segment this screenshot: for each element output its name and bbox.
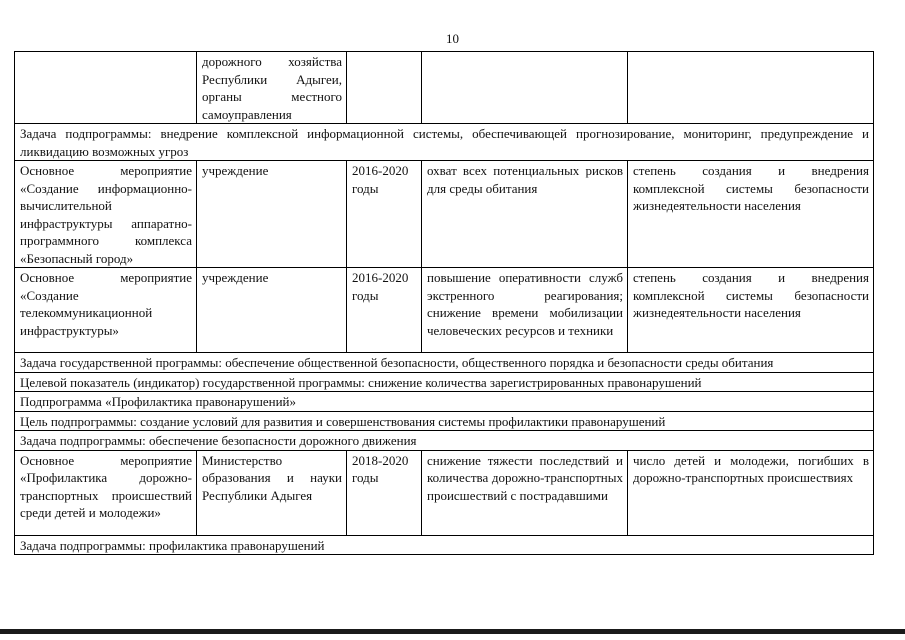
cell-indicator: число детей и молодежи, погибших в дорожно-транспортных происшествиях <box>628 450 874 535</box>
subprogram-heading: Подпрограмма «Профилактика правонарушений» <box>15 392 874 412</box>
table-row <box>15 268 874 353</box>
cell-period: 2016-2020 годы <box>347 161 422 268</box>
cell-executor: Министерство образования и науки Республики Адыгея <box>197 450 347 535</box>
cell-result: снижение тяжести последствий и количества дорожно-транспортных происшествий с пострадавшими <box>422 450 628 535</box>
cell-result: повышение оперативности служб экстренного реагирования; снижение времени мобилизации человеческих ресурсов и техники <box>422 268 628 353</box>
cell-indicator <box>628 52 874 124</box>
task-heading: Задача подпрограммы: обеспечение безопасности дорожного движения <box>15 431 874 451</box>
cell-period <box>347 52 422 124</box>
section-row-subprogram <box>15 392 874 412</box>
cell-executor: учреждение <box>197 268 347 353</box>
cell-indicator: степень создания и внедрения комплексной системы безопасности жизнедеятельности населения <box>628 161 874 268</box>
cell-executor: учреждение <box>197 161 347 268</box>
table-row-continuation <box>15 52 874 124</box>
table-row <box>15 161 874 268</box>
section-row-task <box>15 431 874 451</box>
cell-measure: Основное мероприятие «Создание информационно-вычислительной инфраструктуры аппаратно-программного комплекса «Безопасный город» <box>15 161 197 268</box>
cell-period: 2016-2020 годы <box>347 268 422 353</box>
section-row-target-indicator <box>15 372 874 392</box>
cell-measure: Основное мероприятие «Профилактика дорожно-транспортных происшествий среди детей и молодежи» <box>15 450 197 535</box>
cell-measure <box>15 52 197 124</box>
cell-result <box>422 52 628 124</box>
cell-executor: дорожного хозяйства Республики Адыгеи, органы местного самоуправления <box>197 52 347 124</box>
state-task-heading: Задача государственной программы: обеспечение общественной безопасности, общественного порядка и безопасности среды обитания <box>15 353 874 373</box>
section-row-state-task <box>15 353 874 373</box>
cell-indicator: степень создания и внедрения комплексной системы безопасности жизнедеятельности населения <box>628 268 874 353</box>
cell-period: 2018-2020 годы <box>347 450 422 535</box>
subprogram-goal-heading: Цель подпрограммы: создание условий для развития и совершенствования системы профилактики правонарушений <box>15 411 874 431</box>
section-row-subprogram-goal <box>15 411 874 431</box>
cell-measure: Основное мероприятие «Создание телекоммуникационной инфраструктуры» <box>15 268 197 353</box>
cell-result: охват всех потенциальных рисков для среды обитания <box>422 161 628 268</box>
task-heading: Задача подпрограммы: внедрение комплексной информационной системы, обеспечивающей прогнозирование, мониторинг, предупреждение и ликвидацию возможных угроз <box>15 124 874 161</box>
scan-edge-bar <box>0 629 905 634</box>
section-row-task <box>15 124 874 161</box>
page-number: 10 <box>446 31 459 46</box>
section-row-task <box>15 535 874 555</box>
task-heading: Задача подпрограммы: профилактика правонарушений <box>15 535 874 555</box>
table-row <box>15 450 874 535</box>
target-indicator-heading: Целевой показатель (индикатор) государственной программы: снижение количества зарегистрированных правонарушений <box>15 372 874 392</box>
program-measures-table <box>14 51 874 555</box>
